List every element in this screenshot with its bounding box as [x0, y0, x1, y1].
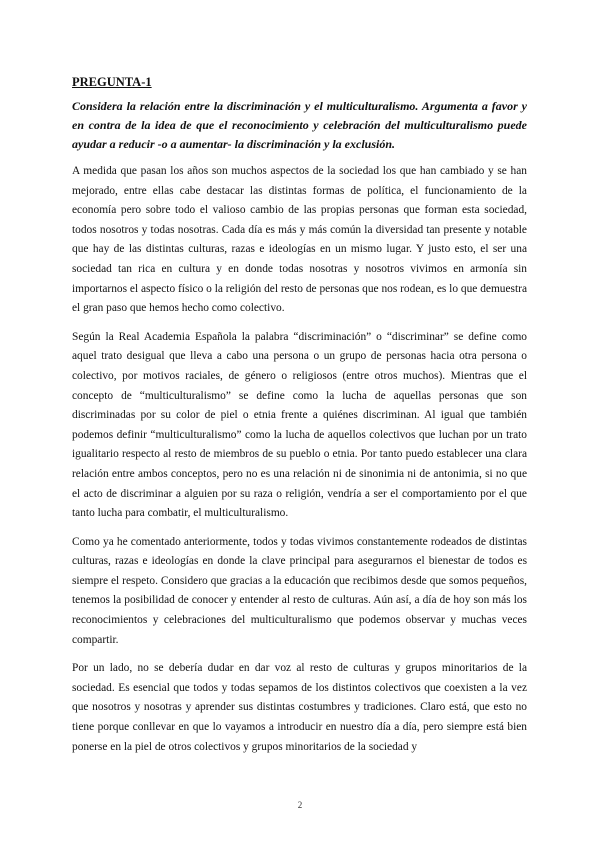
document-body: [72, 74, 527, 766]
page-number: 2: [297, 800, 303, 810]
paragraph: Según la Real Academia Española la palabra “discriminación” o “discriminar” se define como aquel trato desigual que lleva a cabo una persona o un grupo de personas hacia otra persona o colectivo, por motivos raciales, de género o religiosos (entre otros muchos). Mientras que el concepto de “multiculturalismo” se define como la lucha de aquellas personas que son discriminadas por su color de piel o etnia frente a quiénes discriminan. Al igual que también podemos definir “multiculturalismo” como la lucha de aquellos colectivos que luchan por un trato igualitario respecto al resto de miembros de su pueblo o etnia. Por tanto puedo establecer una clara relación entre ambos conceptos, pero no es una relación ni de sinonimia ni de antonimia, si no que el acto de discriminar a alguien por su raza o religión, vendría a ser el comportamiento por el que tanto lucha para combatir, el multiculturalismo.: [72, 330, 527, 520]
section-heading: PREGUNTA-1: [72, 75, 152, 89]
paragraph: Como ya he comentado anteriormente, todos y todas vivimos constantemente rodeados de distintas culturas, razas e ideologías en donde la clave principal para asegurarnos el bienestar de todos es siempre el respeto. Considero que gracias a la educación que recibimos desde que somos pequeños, tenemos la posibilidad de conocer y entender al resto de culturas. Aún así, a día de hoy son más los reconocimientos y celebraciones del multiculturalismo que podemos observar y muchas veces compartir.: [72, 535, 527, 646]
paragraph: A medida que pasan los años son muchos aspectos de la sociedad los que han cambiado y se han mejorado, entre ellas cabe destacar las distintas formas de política, el funcionamiento de la economía pero sobre todo el valioso cambio de las propias personas que forman esta sociedad, todos nosotros y todas nosotras. Cada día es más y más común la diversidad tan presente y notable que hay de las distintas culturas, razas e ideologías en un mismo lugar. Y justo esto, el ser una sociedad tan rica en cultura y en donde todas nosotras y nosotros vivimos en armonía sin importarnos el aspecto físico o la religión del resto de personas que nos rodean, es lo que demuestra el gran paso que hemos hecho como colectivo.: [72, 165, 527, 315]
question-text: Considera la relación entre la discriminación y el multiculturalismo. Argumenta a favor y en contra de la idea de que el reconocimiento y celebración del multiculturalismo puede ayudar a reducir -o a aumentar- la discriminación y la exclusión.: [72, 99, 527, 151]
paragraph: Por un lado, no se debería dudar en dar voz al resto de culturas y grupos minoritarios de la sociedad. Es esencial que todos y todas sepamos de los distintos colectivos que coexisten a la vez que nosotros y nosotras y aprender sus distintas costumbres y tradiciones. Claro está, que esto no tiene porque conllevar en que lo vayamos a introducir en nuestro día a día, pero siempre está bien ponerse en la piel de otros colectivos y grupos minoritarios de la sociedad y: [72, 662, 527, 753]
